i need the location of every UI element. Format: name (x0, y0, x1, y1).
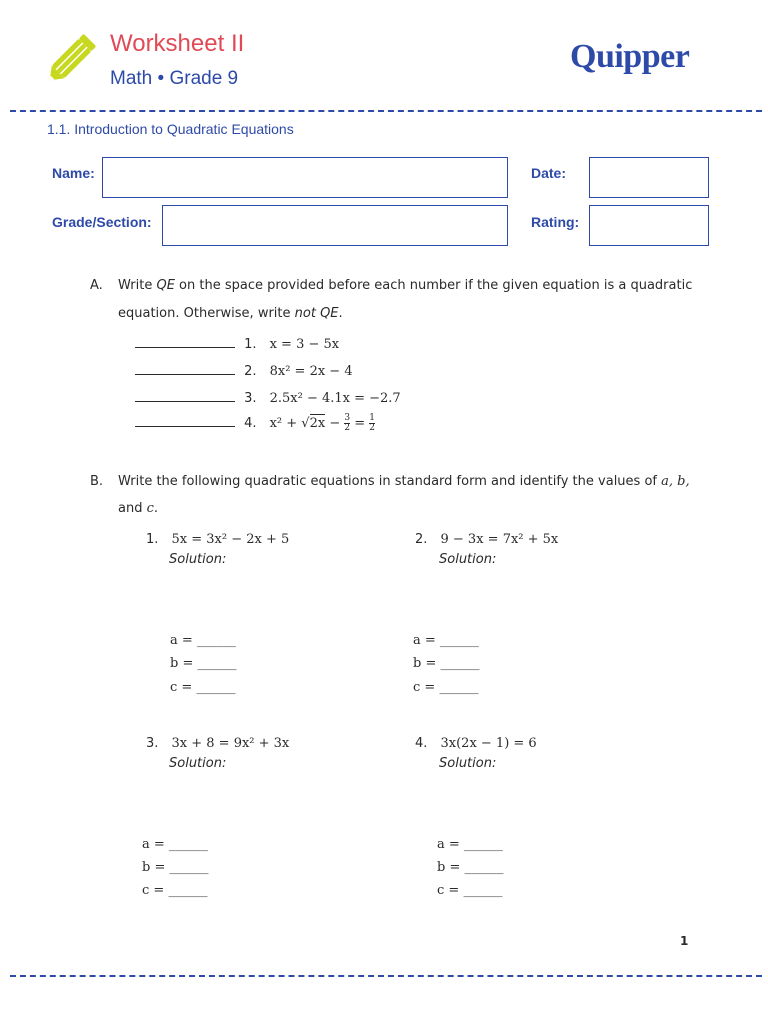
date-label: Date: (531, 165, 567, 181)
solution-label: Solution: (439, 756, 497, 771)
answer-blank[interactable] (135, 361, 235, 375)
grade: Grade 9 (169, 68, 239, 89)
a-value-blank[interactable]: a = ______ (437, 837, 503, 852)
part-b-letter: B. (90, 474, 104, 489)
date-input[interactable] (589, 157, 709, 198)
rating-label: Rating: (531, 214, 580, 230)
b-value-blank[interactable]: b = ______ (413, 656, 480, 671)
pencil-icon (44, 28, 102, 86)
b-value-blank[interactable]: b = ______ (142, 860, 209, 875)
lesson-title: 1.1. Introduction to Quadratic Equations (47, 121, 294, 137)
page-number: 1 (680, 934, 689, 948)
part-b-item-3: 3. 3x + 8 = 9x² + 3x (146, 736, 290, 751)
worksheet-title: Worksheet II (110, 30, 245, 57)
name-label: Name: (52, 165, 95, 181)
grade-section-input[interactable] (162, 205, 508, 246)
separator: • (157, 68, 165, 89)
footer-divider (10, 975, 762, 977)
part-b-item-1: 1. 5x = 3x² − 2x + 5 (146, 532, 290, 547)
solution-label: Solution: (169, 756, 227, 771)
rating-input[interactable] (589, 205, 709, 246)
answer-blank[interactable] (135, 388, 235, 402)
part-b-item-2: 2. 9 − 3x = 7x² + 5x (415, 532, 559, 547)
part-a-item-4: 4. x² + √2x − $\frac{3}{2}$ = $\frac{1}{2}$ (135, 412, 375, 433)
answer-blank[interactable] (135, 413, 235, 427)
c-value-blank[interactable]: c = ______ (170, 680, 236, 695)
part-a-letter: A. (90, 278, 103, 293)
b-value-blank[interactable]: b = ______ (437, 860, 504, 875)
a-value-blank[interactable]: a = ______ (170, 633, 236, 648)
subject: Math (110, 68, 153, 89)
part-a-instruction: Write QE on the space provided before each number if the given equation is a quadratic (118, 278, 693, 293)
b-value-blank[interactable]: b = ______ (170, 656, 237, 671)
c-value-blank[interactable]: c = ______ (413, 680, 479, 695)
header-divider (10, 110, 762, 112)
part-b-instruction: Write the following quadratic equations in standard form and identify the values of a, b, (118, 474, 690, 489)
solution-label: Solution: (439, 552, 497, 567)
part-b-item-4: 4. 3x(2x − 1) = 6 (415, 736, 537, 751)
part-a-item-1: 1. x = 3 − 5x (135, 333, 339, 352)
name-input[interactable] (102, 157, 508, 198)
part-b-instruction-line2: and c. (118, 501, 159, 516)
answer-blank[interactable] (135, 334, 235, 348)
solution-label: Solution: (169, 552, 227, 567)
part-a-item-2: 2. 8x² = 2x − 4 (135, 360, 353, 379)
quipper-logo: Quipper (570, 38, 690, 75)
part-a-instruction-line2: equation. Otherwise, write not QE. (118, 306, 343, 321)
c-value-blank[interactable]: c = ______ (437, 883, 503, 898)
a-value-blank[interactable]: a = ______ (413, 633, 479, 648)
a-value-blank[interactable]: a = ______ (142, 837, 208, 852)
part-a-item-3: 3. 2.5x² − 4.1x = −2.7 (135, 387, 401, 406)
c-value-blank[interactable]: c = ______ (142, 883, 208, 898)
subject-grade (110, 68, 238, 90)
grade-section-label: Grade/Section: (52, 214, 152, 230)
